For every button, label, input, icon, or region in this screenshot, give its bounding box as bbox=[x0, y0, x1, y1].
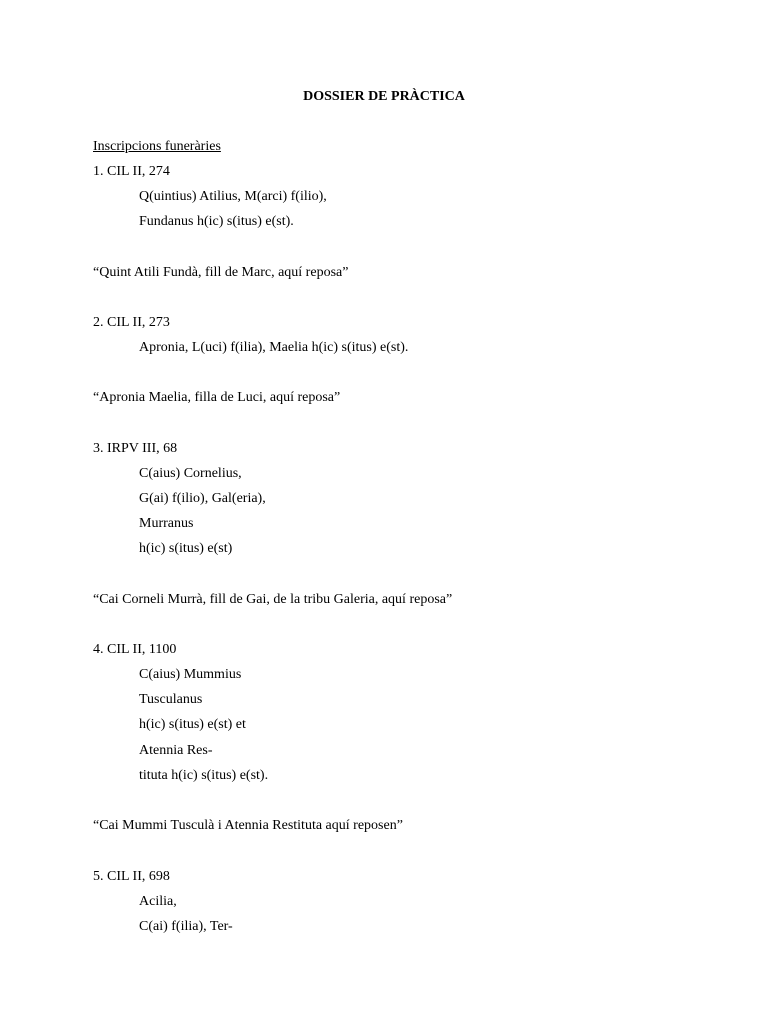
entry-3-line-4: h(ic) s(itus) e(st) bbox=[139, 541, 233, 556]
entry-2-line-1: Apronia, L(uci) f(ilia), Maelia h(ic) s(itus) e(st). bbox=[139, 340, 409, 355]
entry-3-translation: “Cai Corneli Murrà, fill de Gai, de la tribu Galeria, aquí reposa” bbox=[93, 592, 453, 607]
entry-4-line-2: Tusculanus bbox=[139, 692, 203, 707]
entry-1-line-2: Fundanus h(ic) s(itus) e(st). bbox=[139, 214, 294, 229]
entry-3-heading: 3. IRPV III, 68 bbox=[93, 441, 178, 456]
entry-2-translation: “Apronia Maelia, filla de Luci, aquí reposa” bbox=[93, 390, 341, 405]
entry-3-line-1: C(aius) Cornelius, bbox=[139, 466, 242, 481]
entry-4-line-5: tituta h(ic) s(itus) e(st). bbox=[139, 768, 269, 783]
entry-4-line-4: Atennia Res- bbox=[139, 743, 213, 758]
entry-5-line-2: C(ai) f(ilia), Ter- bbox=[139, 919, 233, 934]
entry-4-line-3: h(ic) s(itus) e(st) et bbox=[139, 717, 246, 732]
entry-1-line-1: Q(uintius) Atilius, M(arci) f(ilio), bbox=[139, 189, 327, 204]
entry-4-line-1: C(aius) Mummius bbox=[139, 667, 242, 682]
section-heading: Inscripcions funeràries bbox=[93, 139, 221, 154]
entry-1-translation: “Quint Atili Fundà, fill de Marc, aquí reposa” bbox=[93, 265, 349, 280]
page-title: DOSSIER DE PRÀCTICA bbox=[303, 89, 465, 104]
entry-5-line-1: Acilia, bbox=[139, 894, 177, 909]
entry-5-heading: 5. CIL II, 698 bbox=[93, 869, 170, 884]
entry-1-heading: 1. CIL II, 274 bbox=[93, 164, 170, 179]
entry-3-line-3: Murranus bbox=[139, 516, 194, 531]
entry-4-heading: 4. CIL II, 1100 bbox=[93, 642, 177, 657]
entry-3-line-2: G(ai) f(ilio), Gal(eria), bbox=[139, 491, 266, 506]
entry-4-translation: “Cai Mummi Tusculà i Atennia Restituta aquí reposen” bbox=[93, 818, 403, 833]
entry-2-heading: 2. CIL II, 273 bbox=[93, 315, 170, 330]
